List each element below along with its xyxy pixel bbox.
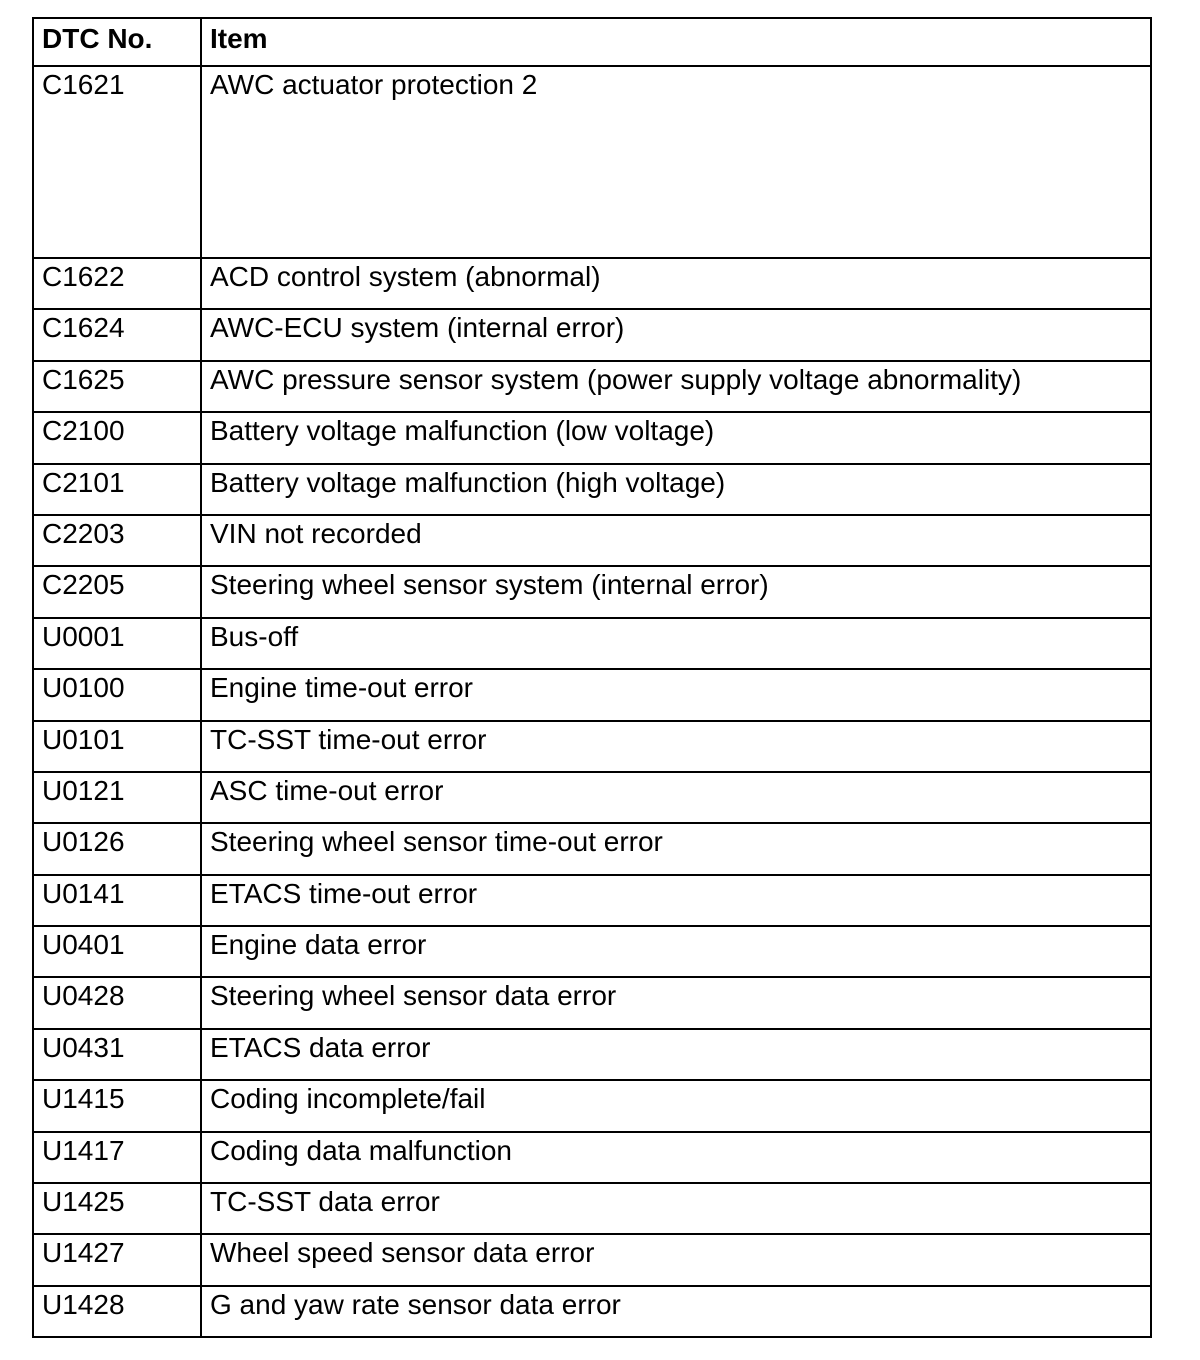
dtc-code-cell: C2101	[33, 464, 201, 515]
dtc-item-cell: Battery voltage malfunction (high voltage)	[201, 464, 1151, 515]
dtc-code-cell: U0431	[33, 1029, 201, 1080]
dtc-item-cell: G and yaw rate sensor data error	[201, 1286, 1151, 1337]
dtc-item-cell: Battery voltage malfunction (low voltage)	[201, 412, 1151, 463]
dtc-code-cell: U1428	[33, 1286, 201, 1337]
table-row	[33, 515, 1151, 566]
dtc-code-cell: U0126	[33, 823, 201, 874]
dtc-item-cell: AWC-ECU system (internal error)	[201, 309, 1151, 360]
table-row	[33, 823, 1151, 874]
dtc-code-cell: C1624	[33, 309, 201, 360]
dtc-code-cell: U1425	[33, 1183, 201, 1234]
table-row	[33, 464, 1151, 515]
dtc-code-cell: U1415	[33, 1080, 201, 1131]
dtc-code-cell: U1427	[33, 1234, 201, 1285]
table-row	[33, 412, 1151, 463]
dtc-code-cell: C1625	[33, 361, 201, 412]
dtc-item-cell: Bus-off	[201, 618, 1151, 669]
dtc-code-cell: U0121	[33, 772, 201, 823]
header-row	[33, 18, 1151, 66]
table-row	[33, 66, 1151, 258]
table-row	[33, 772, 1151, 823]
table-row	[33, 1029, 1151, 1080]
dtc-item-cell: Steering wheel sensor data error	[201, 977, 1151, 1028]
dtc-code-cell: C2100	[33, 412, 201, 463]
dtc-table	[32, 17, 1152, 1338]
dtc-item-cell: Steering wheel sensor system (internal error)	[201, 566, 1151, 617]
table-row	[33, 1286, 1151, 1337]
dtc-item-cell: Steering wheel sensor time-out error	[201, 823, 1151, 874]
dtc-item-cell: Engine data error	[201, 926, 1151, 977]
table-row	[33, 669, 1151, 720]
dtc-code-cell: U0001	[33, 618, 201, 669]
header-item: Item	[201, 18, 1151, 66]
dtc-code-cell: U0100	[33, 669, 201, 720]
table-body	[33, 66, 1151, 1337]
table-row	[33, 1234, 1151, 1285]
dtc-code-cell: C1621	[33, 66, 201, 258]
table-row	[33, 1183, 1151, 1234]
table-row	[33, 566, 1151, 617]
dtc-code-cell: U0141	[33, 875, 201, 926]
table-row	[33, 618, 1151, 669]
table-row	[33, 875, 1151, 926]
table-row	[33, 1080, 1151, 1131]
dtc-item-cell: ASC time-out error	[201, 772, 1151, 823]
dtc-item-cell: Engine time-out error	[201, 669, 1151, 720]
dtc-code-cell: C2203	[33, 515, 201, 566]
dtc-item-cell: ACD control system (abnormal)	[201, 258, 1151, 309]
table-row	[33, 258, 1151, 309]
table-row	[33, 926, 1151, 977]
dtc-item-cell: Coding data malfunction	[201, 1132, 1151, 1183]
dtc-code-cell: C1622	[33, 258, 201, 309]
dtc-item-cell: VIN not recorded	[201, 515, 1151, 566]
dtc-code-cell: U1417	[33, 1132, 201, 1183]
dtc-item-cell: ETACS data error	[201, 1029, 1151, 1080]
dtc-item-cell: TC-SST time-out error	[201, 721, 1151, 772]
table-row	[33, 721, 1151, 772]
dtc-item-cell: Coding incomplete/fail	[201, 1080, 1151, 1131]
table-row	[33, 361, 1151, 412]
table-header	[33, 18, 1151, 66]
table-row	[33, 309, 1151, 360]
dtc-code-cell: U0401	[33, 926, 201, 977]
dtc-item-cell: AWC pressure sensor system (power supply voltage abnormality)	[201, 361, 1151, 412]
dtc-code-cell: U0428	[33, 977, 201, 1028]
dtc-item-cell: Wheel speed sensor data error	[201, 1234, 1151, 1285]
dtc-code-cell: U0101	[33, 721, 201, 772]
dtc-item-cell: ETACS time-out error	[201, 875, 1151, 926]
header-dtc-no: DTC No.	[33, 18, 201, 66]
table-row	[33, 977, 1151, 1028]
dtc-item-cell: TC-SST data error	[201, 1183, 1151, 1234]
table-row	[33, 1132, 1151, 1183]
dtc-item-cell: AWC actuator protection 2	[201, 66, 1151, 258]
dtc-code-cell: C2205	[33, 566, 201, 617]
